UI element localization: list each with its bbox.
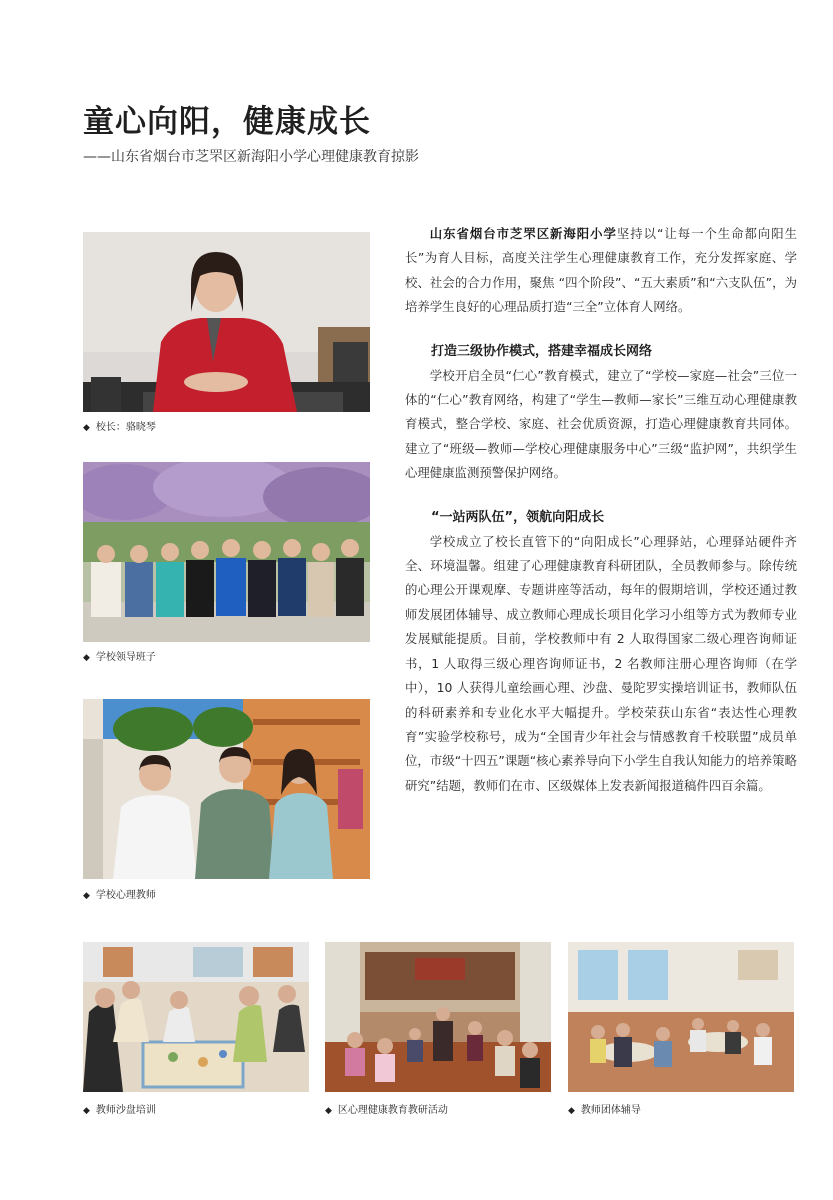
principal-photo [83, 232, 370, 412]
section1-paragraph: 学校开启全员“仁心”教育模式，建立了“学校—家庭—社会”三位一体的“仁心”教育网络，构建了“学生—教师—家长”三维互动心理健康教育模式，整合学校、家庭、社会优质资源，打造心理健康教育共同体。建立了“班级—教师—学校心理健康服务中心”三级“监护网”，共织学生心理健康监测预警保护网络。 [405, 367, 797, 481]
diamond-bullet-icon: ◆ [83, 891, 90, 901]
diamond-bullet-icon: ◆ [83, 653, 90, 663]
leadership-caption: ◆ 学校领导班子 [83, 652, 156, 663]
article-body [405, 222, 797, 798]
diamond-bullet-icon: ◆ [568, 1106, 575, 1116]
diamond-bullet-icon: ◆ [83, 1106, 90, 1116]
district-research-photo [325, 942, 551, 1092]
psychology-teachers-photo [83, 699, 370, 879]
sandplay-training-photo [83, 942, 309, 1092]
section2-paragraph: 学校成立了校长直管下的“向阳成长”心理驿站，心理驿站硬件齐全、环境温馨。组建了心理健康教育科研团队，全员教师参与。除传统的心理公开课观摩、专题讲座等活动，每年的假期培训，学校还通过教师发展团体辅导、成立教师心理成长项目化学习小组等方式为教师专业发展赋能提质。目前，学校教师中有 2 人取得国家二级心理咨询师证书，1 人取得三级心理咨询师证书，2 名教师注册心理咨询师（在学中），10 人获得儿童绘画心理、沙盘、曼陀罗实操培训证书，教师队伍的科研素养和专业化水平大幅提升。学校荣获山东省“表达性心理教育”实验学校称号，成为“全国青少年社会与情感教育千校联盟”成员单位，市级“十四五”课题“核心素养导向下小学生自我认知能力的培养策略研究”结题，教师们在市、区级媒体上发表新闻报道稿件四百余篇。 [405, 533, 797, 793]
diamond-bullet-icon: ◆ [325, 1106, 332, 1116]
group-counseling-caption: ◆ 教师团体辅导 [568, 1105, 641, 1116]
diamond-bullet-icon: ◆ [83, 423, 90, 433]
psychology-teachers-caption: ◆ 学校心理教师 [83, 890, 156, 901]
principal-caption: ◆ 校长：骆晓琴 [83, 422, 156, 433]
page-title: 童心向阳，健康成长 [83, 104, 371, 140]
section2-heading: “一站两队伍”，领航向阳成长 [431, 509, 605, 525]
group-counseling-photo [568, 942, 794, 1092]
page-subtitle: ——山东省烟台市芝罘区新海阳小学心理健康教育掠影 [83, 149, 419, 165]
intro-paragraph: 山东省烟台市芝罘区新海阳小学坚持以“让每一个生命都向阳生长”为育人目标，高度关注学生心理健康教育工作，充分发挥家庭、学校、社会的合力作用，聚焦 “四个阶段”、“五大素质”和“六支队伍”，为培养学生良好的心理品质打造“三全”立体育人网络。 [405, 226, 798, 315]
district-research-caption: ◆ 区心理健康教育教研活动 [325, 1105, 448, 1116]
school-name: 山东省烟台市芝罘区新海阳小学 [429, 226, 617, 241]
section1-heading: 打造三级协作模式，搭建幸福成长网络 [431, 343, 653, 359]
sandplay-caption: ◆ 教师沙盘培训 [83, 1105, 156, 1116]
leadership-team-photo [83, 462, 370, 642]
